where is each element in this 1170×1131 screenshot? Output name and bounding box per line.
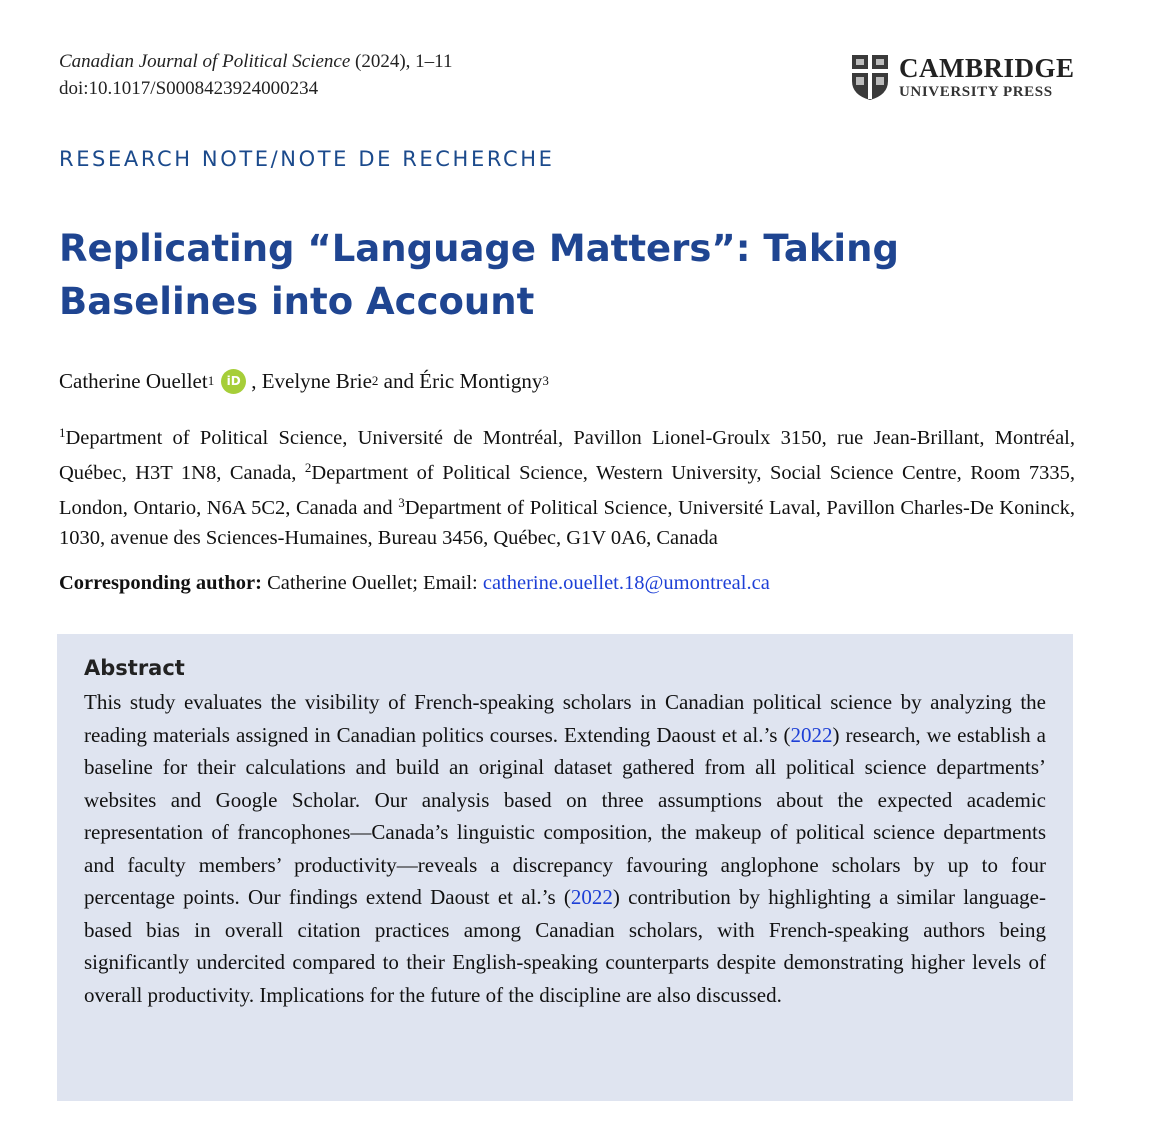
author-sup: 2	[371, 373, 379, 388]
email-link[interactable]: catherine.ouellet.18@umontreal.ca	[482, 572, 770, 594]
cambridge-crest-icon	[850, 53, 890, 101]
publisher-line2: UNIVERSITY PRESS	[899, 83, 1053, 100]
section-label: RESEARCH NOTE/NOTE DE RECHERCHE	[59, 147, 555, 171]
author-name: Evelyne Brie	[261, 369, 372, 393]
author-name: Éric Montigny	[419, 369, 543, 393]
journal-name: Canadian Journal of Political Science	[59, 51, 351, 72]
abstract-text: ) contribution by highlighting a similar language-based bias in overall citation practices among Canadian scholars, with French-speaking authors being significantly undercited compared to their English-speaking counterparts despite demonstrating higher levels of overall productivity. Implications for the future of the discipline are also discussed.	[84, 885, 1046, 1007]
affiliation-sup: 1	[59, 425, 66, 440]
abstract-text: This study evaluates the visibility of French-speaking scholars in Canadian political science by analyzing the reading materials assigned in Canadian politics courses. Extending Daoust et al.’s (	[84, 690, 1046, 747]
article-title: Replicating “Language Matters”: Taking Baselines into Account	[59, 227, 899, 323]
abstract-body	[84, 686, 1046, 1011]
doi: doi:10.1017/S0008423924000234	[59, 78, 319, 99]
citation-link[interactable]: 2022	[790, 722, 833, 747]
orcid-icon[interactable]: iD	[221, 369, 246, 394]
corresponding-label: Corresponding author:	[59, 572, 262, 594]
journal-citation	[59, 48, 452, 102]
author-separator: and	[378, 369, 420, 393]
publisher-logo	[850, 53, 1075, 101]
affiliation-sup: 3	[398, 495, 405, 510]
author-sup: 3	[542, 373, 549, 388]
author-separator: ,	[251, 369, 262, 393]
author-list	[59, 366, 549, 396]
corresponding-name: Catherine Ouellet; Email:	[261, 572, 483, 594]
affiliation-text: Department of Political Science, Université Laval, Pavillon Charles-De Koninck, 1030, avenue des Sciences-Humaines, Bureau 3456, Québec, G1V 0A6, Canada	[59, 497, 1075, 549]
affiliation-text: Department of Political Science, Western University, Social Science Centre, Room 7335, London, Ontario, N6A 5C2, Canada and	[59, 462, 1075, 519]
abstract-text: ) research, we establish a baseline for their calculations and build an original dataset gathered from all political science departments’ websites and Google Scholar. Our analysis based on three assumptions about the expected academic representation of francophones—Canada’s linguistic composition, the makeup of political science departments and faculty members’ productivity—reveals a discrepancy favouring anglophone scholars by up to four percentage points. Our findings extend Daoust et al.’s (	[84, 722, 1047, 909]
affiliation-text: Department of Political Science, Université de Montréal, Pavillon Lionel-Groulx 3150, rue Jean-Brillant, Montréal, Québec, H3T 1N8, Canada,	[59, 427, 1075, 484]
corresponding-author	[59, 568, 770, 598]
journal-year-pages: (2024), 1–11	[350, 51, 453, 72]
abstract-heading: Abstract	[84, 656, 185, 680]
author-sup: 1	[207, 373, 215, 388]
abstract-box	[57, 634, 1073, 1101]
affiliations	[59, 418, 1075, 553]
citation-link[interactable]: 2022	[570, 885, 613, 909]
affiliation-sup: 2	[304, 460, 312, 475]
publisher-line1: CAMBRIDGE	[899, 52, 1075, 83]
author-name: Catherine Ouellet	[59, 369, 208, 393]
